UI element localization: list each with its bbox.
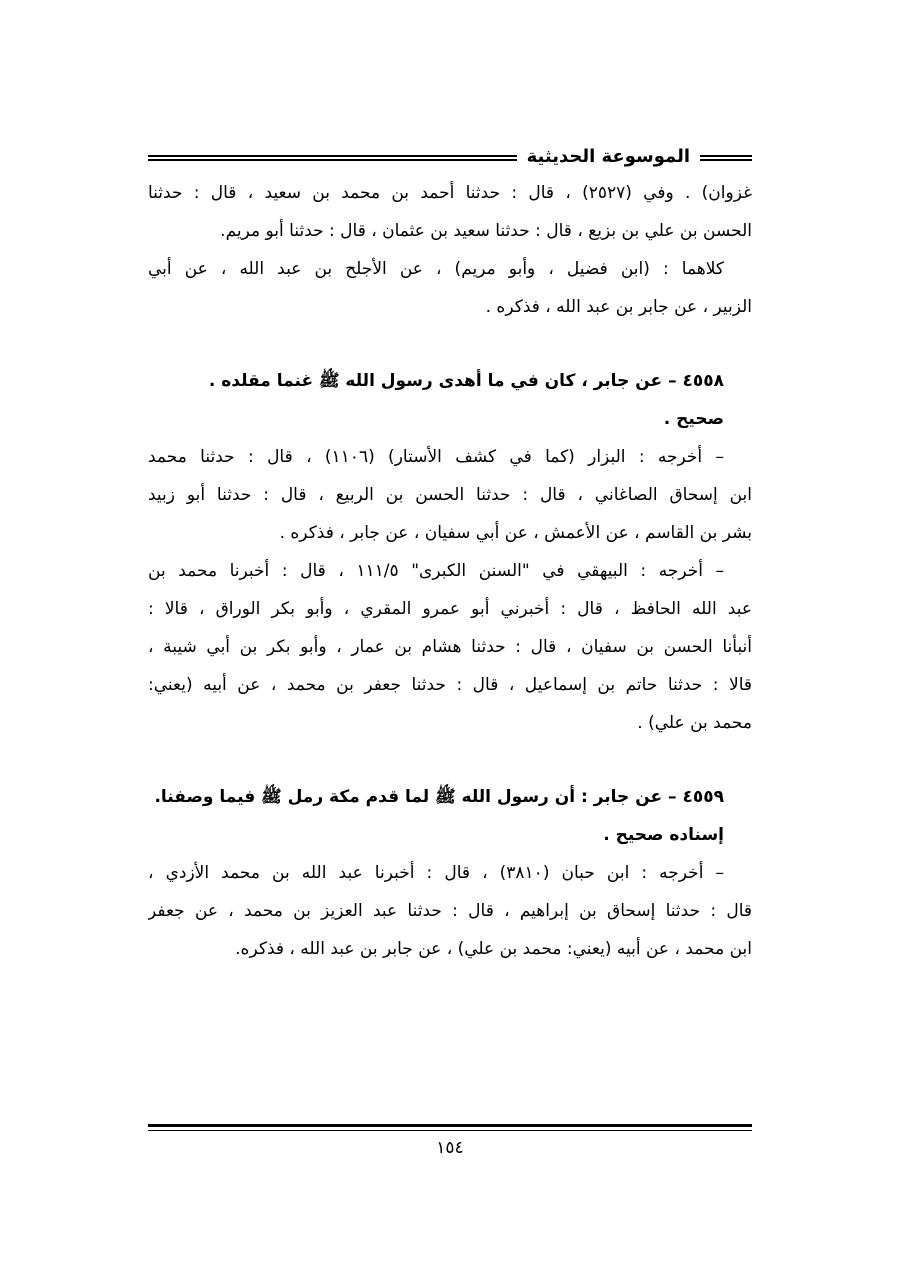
running-header [148, 142, 752, 170]
section-gap [148, 742, 752, 778]
page-number: ١٥٤ [436, 1138, 464, 1158]
text-line: – أخرجه : البيهقي في "السنن الكبرى" ١١١/٥ ، قال : أخبرنا محمد بن [148, 561, 724, 581]
header-rule-short [700, 155, 752, 161]
text-line: كلاهما : (ابن فضيل ، وأبو مريم) ، عن الأجلح بن عبد الله ، عن أبي [148, 259, 724, 279]
text-line: محمد بن علي) . [637, 713, 752, 733]
text-line: عبد الله الحافظ ، قال : أخبرني أبو عمرو المقري ، وأبو بكر الوراق ، قالا : [148, 599, 752, 619]
hadith-4559-title: ٤٥٥٩ – عن جابر : أن رسول الله ﷺ لما قدم مكة رمل ﷺ فيما وصفنا. [154, 787, 724, 807]
header-rule-long [148, 155, 517, 161]
text-line: قال : حدثنا إسحاق بن إبراهيم ، قال : حدثنا عبد العزيز بن محمد ، عن جعفر [148, 901, 752, 921]
hadith-4559-grade: إسناده صحيح . [603, 825, 724, 845]
text-line: – أخرجه : البزار (كما في كشف الأستار) (١١٠٦) ، قال : حدثنا محمد [148, 447, 724, 467]
footer-rules [148, 1124, 752, 1131]
text-line: قالا : حدثنا حاتم بن إسماعيل ، قال : حدثنا جعفر بن محمد ، عن أبيه (يعني: [148, 675, 752, 695]
text-line: الحسن بن علي بن بزيع ، قال : حدثنا سعيد بن عثمان ، قال : حدثنا أبو مريم. [220, 221, 752, 241]
page-body [148, 174, 752, 968]
section-gap [148, 326, 752, 362]
running-header-title: الموسوعة الحديثية [526, 145, 690, 167]
hadith-4558-grade: صحيح . [663, 409, 724, 429]
hadith-4558-title: ٤٥٥٨ – عن جابر ، كان في ما أهدى رسول الله ﷺ غنما مقلده . [208, 371, 724, 391]
text-line: ابن محمد ، عن أبيه (يعني: محمد بن علي) ، عن جابر بن عبد الله ، فذكره. [235, 939, 752, 959]
text-line: بشر بن القاسم ، عن الأعمش ، عن أبي سفيان ، عن جابر ، فذكره . [279, 523, 752, 543]
text-line: الزبير ، عن جابر بن عبد الله ، فذكره . [485, 297, 752, 317]
text-line: أنبأنا الحسن بن سفيان ، قال : حدثنا هشام بن عمار ، وأبو بكر بن أبي شيبة ، [148, 637, 752, 657]
text-line: ابن إسحاق الصاغاني ، قال : حدثنا الحسن بن الربيع ، قال : حدثنا أبو زبيد [148, 485, 752, 505]
footer-rule-thick [148, 1124, 752, 1127]
text-line: – أخرجه : ابن حبان (٣٨١٠) ، قال : أخبرنا عبد الله بن محمد الأزدي ، [148, 863, 724, 883]
footer-rule-thin [148, 1130, 752, 1131]
text-line: غزوان) . وفي (٢٥٢٧) ، قال : حدثنا أحمد بن محمد بن سعيد ، قال : حدثنا [148, 183, 752, 203]
